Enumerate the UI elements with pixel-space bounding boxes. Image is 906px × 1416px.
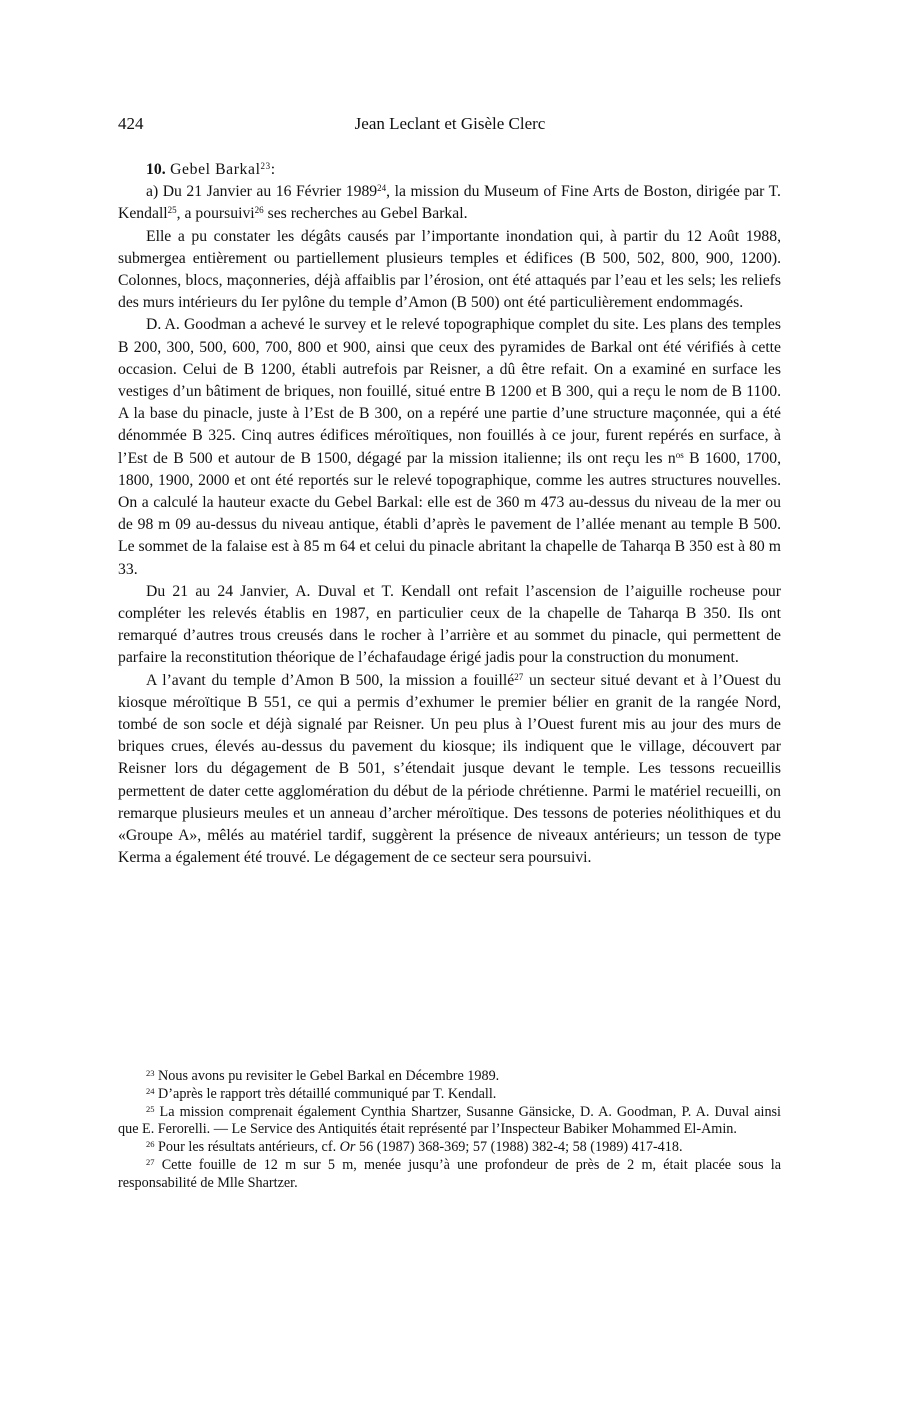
- footnote-ref-25[interactable]: 25: [167, 205, 177, 216]
- footnote-26: [118, 1139, 781, 1157]
- page-number: 424: [118, 114, 144, 133]
- footnote-ref-24[interactable]: 24: [377, 183, 387, 194]
- footnote-number: 23: [146, 1068, 155, 1078]
- paragraph-5-text-a: A l’avant du temple d’Amon B 500, la mission a fouillé: [146, 671, 515, 689]
- footnotes: [118, 1068, 781, 1193]
- paragraph-1: [118, 181, 781, 225]
- section-heading: [118, 159, 781, 181]
- paragraph-5-text-b: un secteur situé devant et à l’Ouest du kiosque méroïtique B 551, ce qui a permis d’exhumer le premier bélier en granit de la rangée Nord, tombé de son socle et déjà signalé par Reisner. Un peu plus à l’Ouest furent mis au jour des murs de briques crues, élevés au-dessus du pavement du kiosque; ils indiquent que le village, découvert par Reisner lors du dégagement de B 501, s’étendait jusque devant le temple. Les tessons recueillis permettent de dater cette agglomération du début de la période chrétienne. Parmi le matériel recueilli, on remarque plusieurs meules et un anneau d’archer méroïtique. Des tessons de poteries néolithiques et du «Groupe A», mêlés au matériel tardif, suggèrent la présence de niveaux antérieurs; un tesson de type Kerma a également été trouvé. Le dégagement de ce secteur sera poursuivi.: [118, 671, 781, 867]
- paragraph-2: Elle a pu constater les dégâts causés par l’importante inondation qui, à partir du 12 Août 1988, submergea entièrement ou partiellement plusieurs temples et édifices (B 500, 502, 800, 900, 1200). Colonnes, blocs, maçonneries, déjà affaiblis par l’érosion, ont été attaqués par l’eau et les sels; les reliefs des murs intérieurs du Ier pylône du temple d’Amon (B 500) ont été particulièrement endommagés.: [118, 227, 781, 312]
- paragraph-1-text-d: ses recherches au Gebel Barkal.: [263, 205, 468, 223]
- journal-abbrev: Or: [339, 1139, 356, 1156]
- footnote-ref-27[interactable]: 27: [514, 671, 524, 682]
- running-head: [118, 114, 782, 136]
- footnote-text-tail: 56 (1987) 368-369; 57 (1988) 382-4; 58 (1989) 417-418.: [355, 1139, 683, 1156]
- paragraph-5: [118, 670, 781, 870]
- footnote-number: 24: [146, 1085, 155, 1096]
- paragraph-1-text-b: , la mission du Museum of Fine Arts de Boston, dirigée par T. Kendall: [118, 183, 781, 223]
- paragraph-3-text-a: D. A. Goodman a achevé le survey et le relevé topographique complet du site. Les plans des temples B 200, 300, 500, 600, 700, 800 et 900, ainsi que ceux des pyramides de Barkal ont été vérifiés à cette occasion. Celui de B 1200, établi autrefois par Reisner, a dû être refait. On a examiné en surface les vestiges d’un bâtiment de briques, non fouillé, situé entre B 1200 et B 300, qui a reçu le nom de B 1100. A la base du pinacle, juste à l’Est de B 300, on a repéré une partie d’une structure maçonnée, qui a été dénommée B 325. Cinq autres édifices méroïtiques, non fouillés à ce jour, furent repérés en surface, à l’Est de B 500 et autour de B 1500, dégagé par la mission italienne; ils ont reçu les n: [118, 316, 781, 467]
- footnote-text: Pour les résultats antérieurs, cf.: [154, 1139, 340, 1156]
- footnote-number: 25: [146, 1103, 155, 1114]
- footnote-23: [118, 1068, 781, 1086]
- footnote-27: [118, 1157, 781, 1193]
- section-title: Gebel Barkal: [165, 161, 261, 178]
- paragraph-3: [118, 314, 781, 580]
- paragraph-3-text-b: B 1600, 1700, 1800, 1900, 2000 et ont été reportés sur le relevé topographique, comme les autres structures nouvelles. On a calculé la hauteur exacte du Gebel Barkal: elle est de 360 m 473 au-dessus du niveau de la mer ou de 98 m 09 au-dessus du niveau antique, établi d’après le pavement de l’allée menant au temple B 500. Le sommet de la falaise est à 85 m 64 et celui du pinacle abritant la chapelle de Taharqa B 350 est à 80 m 33.: [118, 449, 781, 578]
- section-colon: :: [270, 161, 276, 178]
- footnote-text: Cette fouille de 12 m sur 5 m, menée jusqu’à une profondeur de près de 2 m, était placée sous la responsabilité de Mlle Shartzer.: [118, 1156, 781, 1191]
- footnote-24: [118, 1086, 781, 1104]
- footnote-number: 26: [146, 1139, 155, 1150]
- paragraph-1-text-a: a) Du 21 Janvier au 16 Février 1989: [146, 183, 378, 201]
- footnote-25: [118, 1104, 781, 1140]
- footnote-text: La mission comprenait également Cynthia Shartzer, Susanne Gänsicke, D. A. Goodman, P. A. Duval ainsi que E. Ferorelli. — Le Service des Antiquités était représenté par l’Inspecteur Babiker Mohammed El-Amin.: [118, 1103, 781, 1138]
- footnote-text: D’après le rapport très détaillé communiqué par T. Kendall.: [154, 1085, 497, 1102]
- footnote-ref-26[interactable]: 26: [254, 205, 264, 216]
- numero-plural-abbrev: os: [675, 449, 684, 460]
- article-body: [118, 159, 781, 870]
- running-title: Jean Leclant et Gisèle Clerc: [354, 114, 546, 133]
- paragraph-4: Du 21 au 24 Janvier, A. Duval et T. Kendall ont refait l’ascension de l’aiguille rocheuse pour compléter les relevés établis en 1987, en particulier ceux de la chapelle de Taharqa B 350. Ils ont remarqué d’autres trous creusés dans le rocher à l’arrière et au sommet du pinacle, qui permettent de parfaire la reconstitution théorique de l’échafaudage érigé jadis pour la construction du monument.: [118, 582, 781, 667]
- footnote-number: 27: [146, 1156, 155, 1167]
- footnote-ref-23[interactable]: 23: [260, 161, 271, 171]
- footnote-text: Nous avons pu revisiter le Gebel Barkal en Décembre 1989.: [154, 1068, 500, 1084]
- section-number: 10.: [146, 161, 166, 178]
- paragraph-1-text-c: , a poursuivi: [176, 205, 255, 223]
